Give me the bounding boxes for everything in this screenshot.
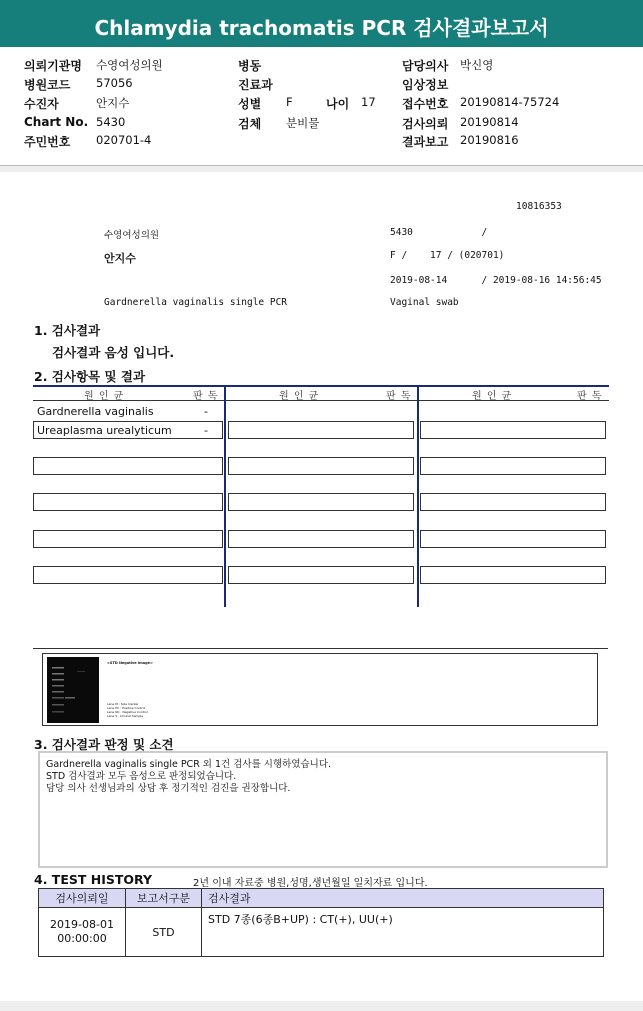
value-receipt-number: 20190814-75724 — [460, 95, 560, 109]
report-code: 10816353 — [516, 201, 562, 212]
report-clinic: 수영여성의원 — [104, 230, 160, 241]
label-hospital-code: 병원코드 — [24, 78, 71, 92]
table-row — [228, 530, 414, 548]
table-row — [228, 566, 414, 584]
col-header-judge-3: 판 독 — [577, 391, 603, 402]
value-resident-number: 020701-4 — [96, 133, 152, 147]
report-sex-age: F / 17 / (020701) — [390, 250, 505, 261]
table-cell-result: - — [204, 405, 208, 418]
table-cell-result: - — [204, 424, 208, 437]
gel-image-frame — [42, 653, 598, 726]
table-divider-2 — [417, 385, 419, 607]
label-test-request: 검사의뢰 — [402, 117, 449, 131]
gel-legend-line: Lane NC : Negative Control — [107, 710, 148, 714]
section-divider — [33, 648, 608, 649]
label-age: 나이 — [326, 97, 350, 111]
table-row — [420, 493, 606, 511]
history-note: 2년 이내 자료중 병원,성명,생년월일 일치자료 입니다. — [193, 878, 428, 889]
table-row — [420, 421, 606, 439]
gel-title: <STD Negative image> — [107, 661, 153, 665]
opinion-line: 담당 의사 선생님과의 상담 후 정기적인 검진을 권장합니다. — [46, 783, 291, 794]
opinion-line: Gardnerella vaginalis single PCR 외 1건 검사를 시행하였습니다. — [46, 759, 332, 770]
label-department: 진료과 — [238, 78, 273, 92]
label-attending-doctor: 담당의사 — [402, 59, 449, 73]
value-test-request: 20190814 — [460, 115, 519, 129]
value-result-report: 20190816 — [460, 133, 519, 147]
label-ward: 병동 — [238, 59, 262, 73]
report-chart-line: 5430 / — [390, 227, 488, 238]
gel-legend-line: Lane S : Clinical Sample — [107, 714, 144, 718]
history-cell-date: 2019-08-01 00:00:00 — [39, 908, 126, 957]
gel-legend-line: Lane PC : Positive Control — [107, 706, 146, 710]
label-patient: 수진자 — [24, 97, 59, 111]
gel-legend — [107, 702, 148, 718]
value-sex: F — [286, 95, 293, 109]
table-row — [228, 493, 414, 511]
table-row — [33, 457, 223, 475]
opinion-box — [38, 751, 608, 868]
history-col-date: 검사의뢰일 — [39, 889, 126, 908]
history-col-result: 검사결과 — [202, 889, 604, 908]
value-specimen: 분비물 — [286, 116, 320, 130]
bottom-bar — [0, 1001, 643, 1011]
table-cell-organism: Gardnerella vaginalis — [37, 405, 154, 418]
section3-heading: 3. 검사결과 판정 및 소견 — [34, 737, 174, 752]
value-hospital-code: 57056 — [96, 76, 133, 90]
label-clinical-info: 임상정보 — [402, 78, 449, 92]
table-row — [33, 493, 223, 511]
label-requesting-institution: 의뢰기관명 — [24, 59, 82, 73]
report-test-name: Gardnerella vaginalis single PCR — [104, 297, 288, 308]
opinion-text — [46, 759, 331, 795]
history-table — [38, 888, 604, 957]
report-title: Chlamydia trachomatis PCR 검사결과보고서 — [0, 0, 643, 47]
label-sex: 성별 — [238, 97, 262, 111]
table-row — [228, 421, 414, 439]
gel-bands — [47, 657, 99, 723]
section4-heading: 4. TEST HISTORY — [34, 872, 153, 887]
col-header-judge-2: 판 독 — [386, 391, 412, 402]
report-dates: 2019-08-14 / 2019-08-16 14:56:45 — [390, 275, 602, 286]
section2-heading: 2. 검사항목 및 결과 — [34, 369, 146, 384]
opinion-line: STD 검사결과 모두 음성으로 판정되었습니다. — [46, 771, 237, 782]
section1-heading: 1. 검사결과 — [34, 323, 101, 338]
history-col-type: 보고서구분 — [126, 889, 202, 908]
value-chart-no: 5430 — [96, 115, 126, 129]
table-row — [420, 566, 606, 584]
history-cell-result: STD 7종(6종B+UP) : CT(+), UU(+) — [202, 908, 604, 957]
col-header-cause-3: 원 인 균 — [472, 391, 513, 402]
table-divider-1 — [224, 385, 226, 607]
table-row — [39, 908, 604, 957]
col-header-judge-1: 판 독 — [193, 391, 219, 402]
col-header-cause-1: 원 인 균 — [84, 391, 125, 402]
col-header-cause-2: 원 인 균 — [279, 391, 320, 402]
table-row — [33, 530, 223, 548]
label-chart-no: Chart No. — [24, 115, 89, 129]
table-row — [420, 457, 606, 475]
table-cell-organism: Ureaplasma urealyticum — [37, 424, 172, 437]
section1-result-text: 검사결과 음성 입니다. — [52, 345, 175, 360]
label-receipt-number: 접수번호 — [402, 97, 449, 111]
table-row — [228, 457, 414, 475]
table-row — [33, 566, 223, 584]
report-patient: 안지수 — [104, 252, 136, 265]
value-patient: 안지수 — [96, 96, 130, 110]
label-result-report: 결과보고 — [402, 135, 449, 149]
value-age: 17 — [361, 95, 376, 109]
history-cell-type: STD — [126, 908, 202, 957]
separator-bar — [0, 166, 643, 172]
value-attending-doctor: 박신영 — [460, 58, 494, 72]
value-requesting-institution: 수영여성의원 — [96, 58, 163, 72]
label-resident-number: 주민번호 — [24, 135, 71, 149]
table-row — [420, 530, 606, 548]
report-specimen: Vaginal swab — [390, 297, 459, 308]
gel-image — [47, 657, 99, 723]
label-specimen: 검체 — [238, 117, 262, 131]
gel-legend-line: Lane M : Size marker — [107, 702, 139, 706]
